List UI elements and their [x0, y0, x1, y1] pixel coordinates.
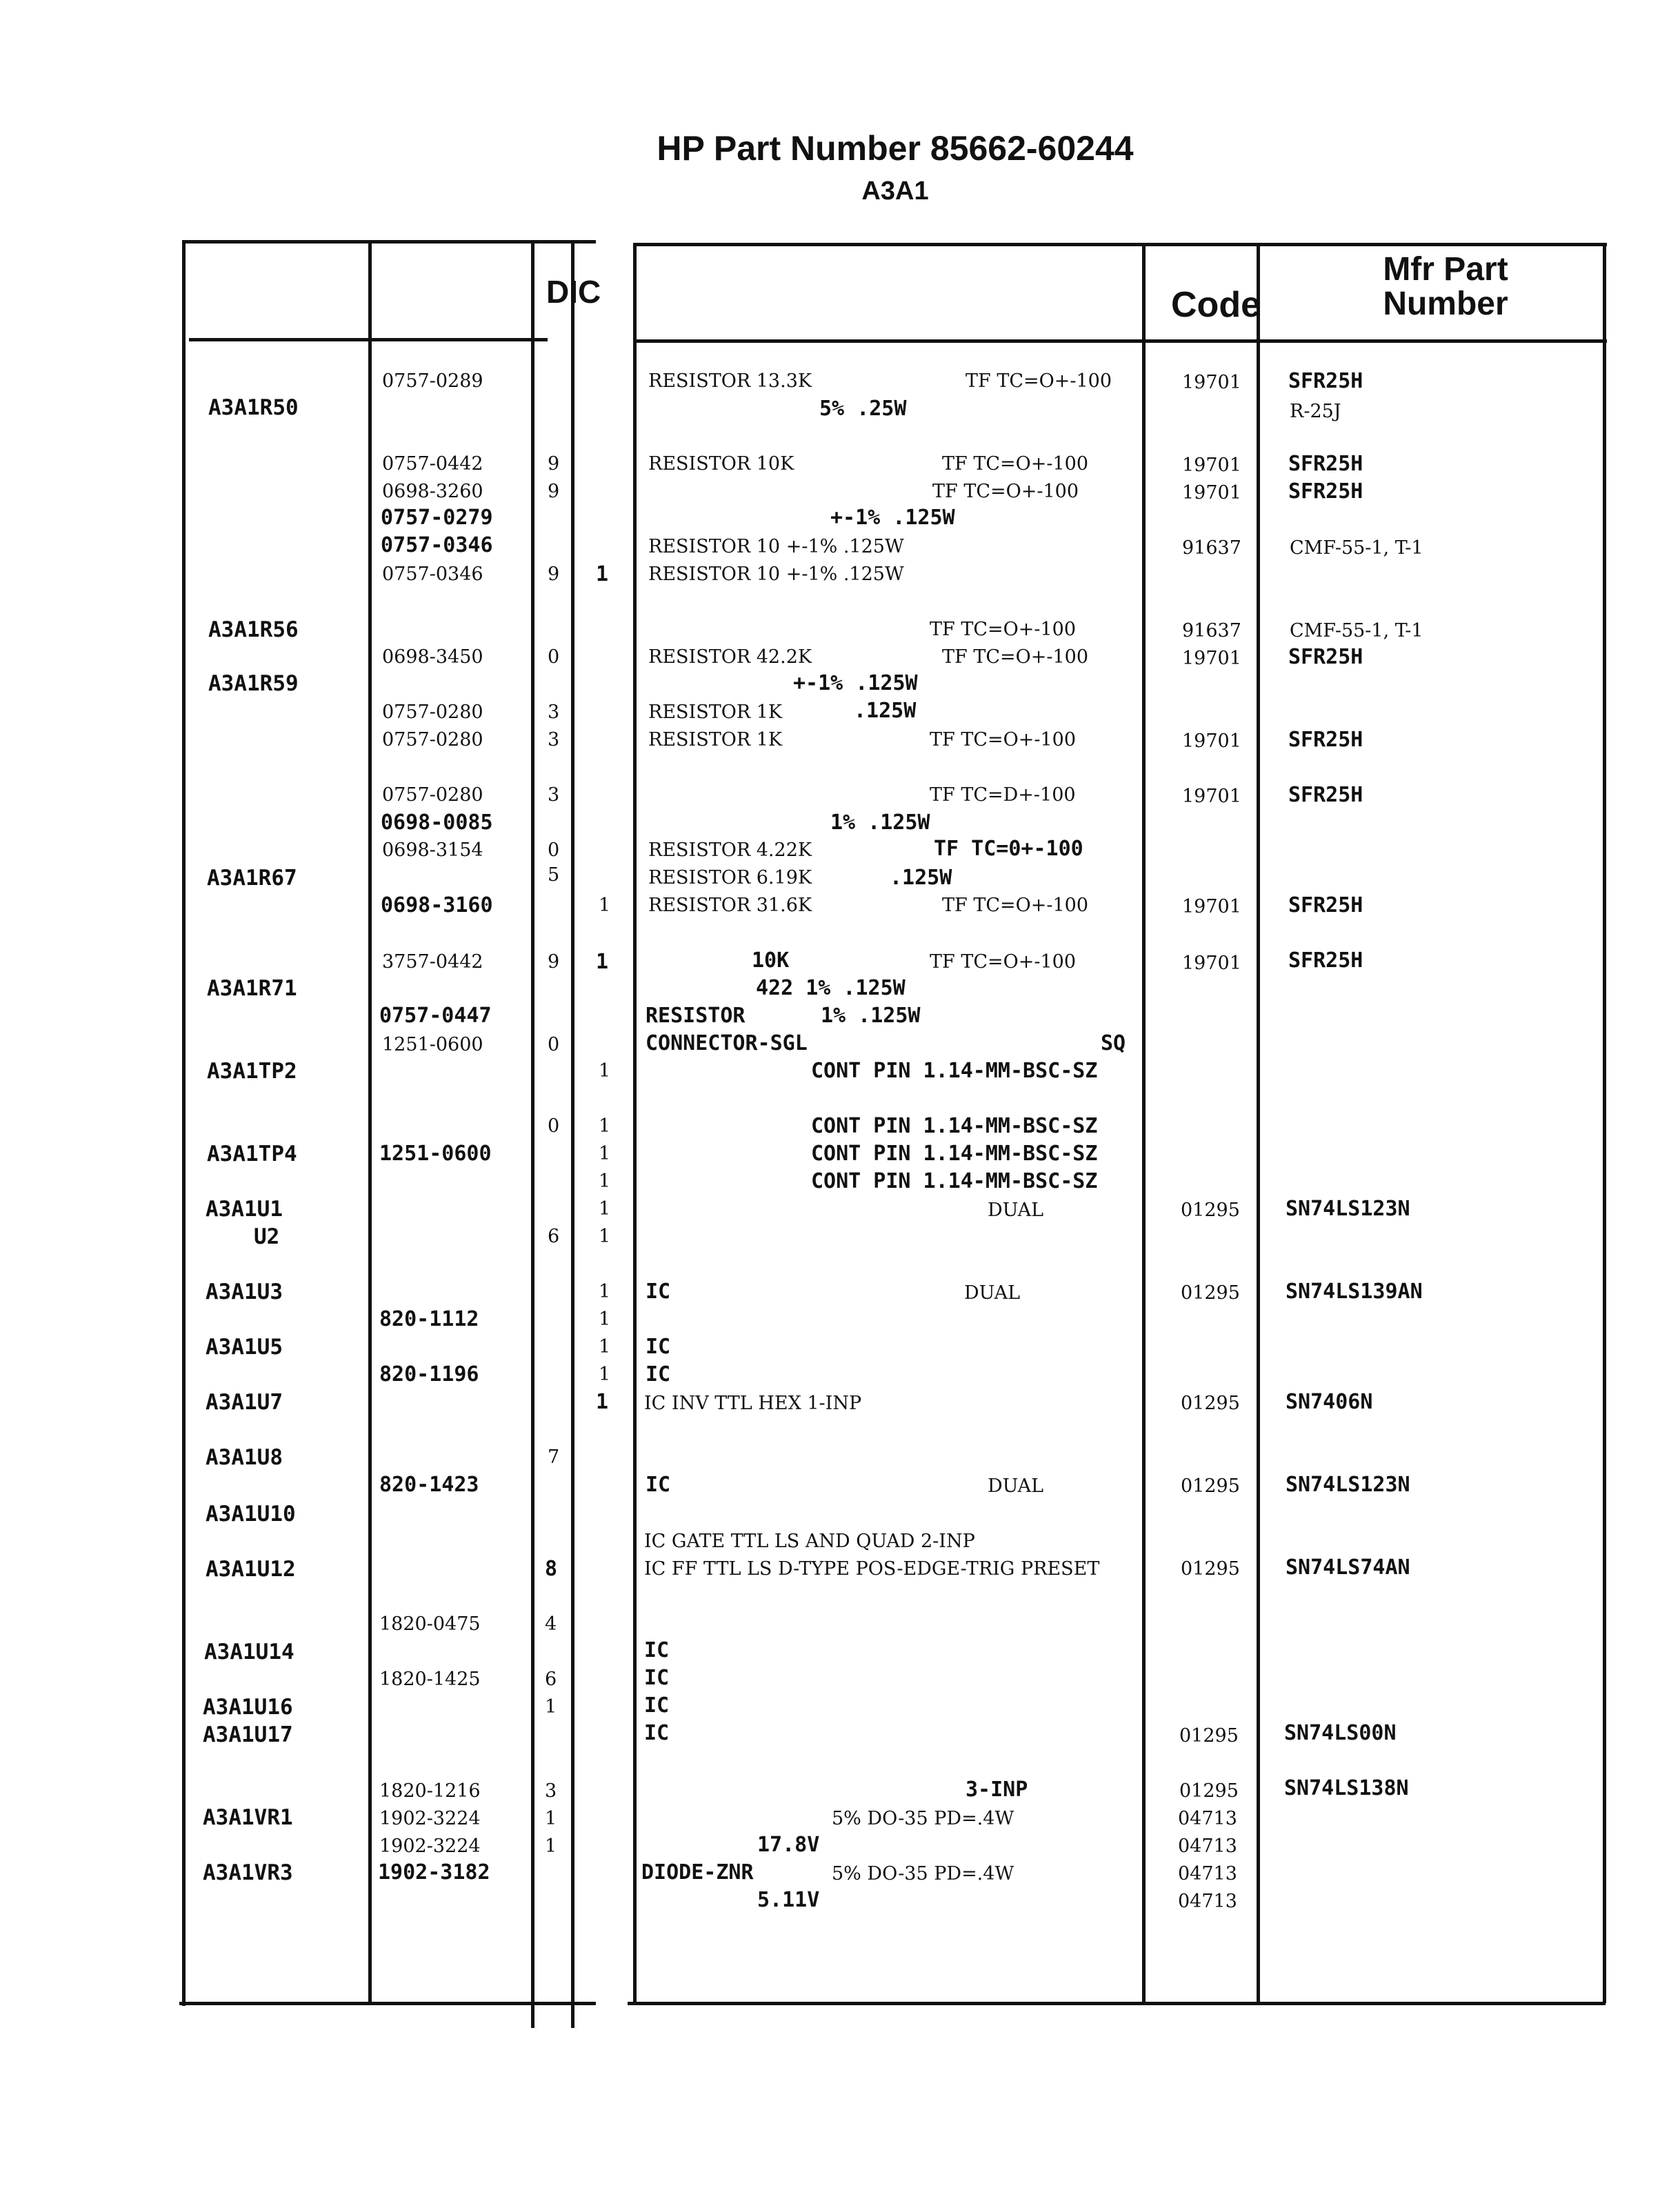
- description: .125W: [890, 866, 952, 890]
- ref-designator: A3A1U10: [206, 1502, 296, 1526]
- check-digit: 3: [545, 1780, 557, 1802]
- ref-designator: A3A1R71: [207, 976, 297, 1001]
- mfr-code: 01295: [1179, 1725, 1239, 1747]
- description: 5% DO-35 PD=.4W: [832, 1808, 1014, 1829]
- description: TF TC=O+-100: [942, 646, 1089, 668]
- check-digit: 1: [545, 1696, 557, 1718]
- ref-designator: A3A1U12: [206, 1557, 296, 1582]
- mfr-part-number: SFR25H: [1288, 893, 1363, 917]
- check-digit: 6: [548, 1226, 560, 1247]
- ref-designator: A3A1U14: [204, 1640, 294, 1664]
- quantity: 1: [599, 1281, 611, 1302]
- hp-part-number: 1251-0600: [379, 1142, 492, 1166]
- mfr-part-number: SN74LS139AN: [1286, 1280, 1423, 1304]
- description: IC: [646, 1362, 671, 1386]
- description: RESISTOR 13.3K: [648, 370, 812, 392]
- check-digit: 9: [548, 564, 560, 585]
- hp-part-number: 0757-0280: [382, 729, 483, 750]
- quantity: 1: [599, 1115, 611, 1137]
- hp-part-number: 1902-3224: [379, 1836, 481, 1857]
- hp-part-number: 0757-0346: [381, 533, 493, 557]
- check-digit: 3: [548, 729, 560, 750]
- mfr-code: 91637: [1182, 537, 1241, 559]
- description: 3-INP: [966, 1778, 1028, 1802]
- check-digit: 0: [548, 646, 560, 668]
- column-header-fragment: DIC: [546, 274, 601, 310]
- hp-part-number: 0698-3154: [382, 839, 483, 861]
- hp-part-number: 1902-3224: [379, 1808, 481, 1829]
- quantity: 1: [599, 1309, 611, 1330]
- table-top-rule-right: [633, 243, 1607, 246]
- mfr-code: 19701: [1182, 953, 1241, 974]
- hp-part-number: 0757-0447: [379, 1004, 492, 1028]
- description: IC: [644, 1638, 670, 1662]
- ref-designator: A3A1R59: [208, 671, 299, 696]
- col-rule-5: [633, 243, 637, 2003]
- description: RESISTOR 42.2K: [648, 646, 812, 668]
- description: TF TC=0+-100: [934, 837, 1083, 861]
- page-subtitle: A3A1: [861, 177, 929, 206]
- col-rule-7: [1257, 243, 1260, 2003]
- check-digit: 6: [545, 1669, 557, 1690]
- mfr-code: 04713: [1178, 1836, 1237, 1857]
- description: CONT PIN 1.14-MM-BSC-SZ: [811, 1114, 1098, 1138]
- description: CONT PIN 1.14-MM-BSC-SZ: [811, 1059, 1098, 1083]
- ref-designator: A3A1U5: [206, 1335, 283, 1360]
- table-bottom-rule-right: [628, 2002, 1606, 2005]
- description: RESISTOR 1K: [648, 702, 783, 723]
- hp-part-number: 820-1423: [379, 1473, 479, 1497]
- quantity: 1: [599, 1336, 611, 1357]
- description: IC: [644, 1693, 670, 1718]
- ref-designator: A3A1R67: [207, 866, 297, 891]
- hp-part-number: 1902-3182: [378, 1860, 490, 1884]
- hp-part-number: 820-1196: [379, 1362, 479, 1386]
- description: RESISTOR 10 +-1% .125W: [648, 536, 904, 557]
- hp-part-number: 0757-0280: [382, 702, 483, 723]
- check-digit: 1: [545, 1836, 557, 1857]
- description: SQ: [1101, 1031, 1126, 1055]
- quantity: 1: [596, 950, 609, 974]
- mfr-part-number: SFR25H: [1288, 369, 1363, 393]
- mfr-code: 01295: [1181, 1475, 1240, 1497]
- description: RESISTOR 6.19K: [648, 867, 812, 888]
- description: 5% .25W: [819, 397, 907, 421]
- ref-designator: A3A1U17: [203, 1722, 293, 1747]
- header-rule-right: [633, 339, 1607, 343]
- description: TF TC=O+-100: [932, 481, 1079, 502]
- description: IC INV TTL HEX 1-INP: [644, 1393, 862, 1414]
- description: +-1% .125W: [830, 506, 955, 530]
- description: 10K: [752, 948, 790, 973]
- mfr-part-number: SN74LS00N: [1284, 1721, 1397, 1745]
- ref-designator: U2: [254, 1224, 280, 1249]
- mfr-part-number: SN74LS74AN: [1286, 1555, 1410, 1580]
- mfr-code: 19701: [1182, 786, 1241, 807]
- mfr-part-number: SN74LS138N: [1284, 1776, 1409, 1800]
- description: TF TC=O+-100: [966, 370, 1112, 392]
- mfr-part-number: R-25J: [1290, 401, 1341, 422]
- check-digit: 8: [545, 1557, 558, 1581]
- check-digit: 3: [548, 784, 560, 806]
- description: IC: [646, 1473, 671, 1497]
- ref-designator: A3A1VR3: [203, 1860, 293, 1885]
- description: DUAL: [988, 1200, 1043, 1221]
- mfr-part-number: SFR25H: [1288, 728, 1363, 752]
- mfr-part-number: SFR25H: [1288, 479, 1363, 504]
- col-rule-8: [1603, 243, 1606, 2003]
- col-rule-2: [368, 243, 372, 2002]
- mfr-part-number: SFR25H: [1288, 948, 1363, 973]
- hp-part-number: 0698-0085: [381, 810, 493, 835]
- description: 5.11V: [757, 1888, 820, 1912]
- column-header-code: Code: [1171, 285, 1261, 325]
- description: TF TC=O+-100: [930, 729, 1077, 750]
- hp-part-number: 0757-0279: [381, 506, 493, 530]
- quantity: 1: [599, 1198, 611, 1220]
- hp-part-number: 0757-0289: [382, 370, 483, 392]
- mfr-code: 01295: [1181, 1558, 1240, 1580]
- quantity: 1: [599, 1171, 611, 1192]
- description: IC: [646, 1335, 671, 1359]
- check-digit: 4: [545, 1613, 557, 1635]
- quantity: 1: [599, 1364, 611, 1385]
- description: 1% .125W: [830, 810, 930, 835]
- description: +-1% .125W: [793, 671, 918, 695]
- description: DUAL: [988, 1475, 1043, 1497]
- description: TF TC=O+-100: [942, 895, 1089, 916]
- quantity: 1: [596, 562, 609, 586]
- quantity: 1: [596, 1390, 609, 1414]
- col-rule-4: [571, 243, 574, 2028]
- description: CONT PIN 1.14-MM-BSC-SZ: [811, 1169, 1098, 1193]
- description: RESISTOR: [646, 1004, 746, 1028]
- hp-part-number: 1820-1425: [379, 1669, 481, 1690]
- description: RESISTOR 10K: [648, 453, 794, 475]
- description: RESISTOR 10 +-1% .125W: [648, 564, 904, 585]
- ref-designator: A3A1U7: [206, 1390, 283, 1415]
- check-digit: 3: [548, 702, 560, 723]
- column-header-mfr-line2: Number: [1383, 286, 1508, 322]
- mfr-code: 19701: [1182, 372, 1241, 393]
- check-digit: 0: [548, 1115, 560, 1137]
- mfr-part-number: SN74LS123N: [1286, 1197, 1410, 1221]
- ref-designator: A3A1U3: [206, 1280, 283, 1304]
- hp-part-number: 3757-0442: [382, 951, 483, 973]
- mfr-code: 01295: [1181, 1393, 1240, 1414]
- check-digit: 9: [548, 481, 560, 502]
- check-digit: 7: [548, 1446, 560, 1468]
- mfr-code: 04713: [1178, 1808, 1237, 1829]
- description: IC GATE TTL LS AND QUAD 2-INP: [644, 1531, 975, 1552]
- description: 17.8V: [757, 1833, 820, 1857]
- hp-part-number: 1820-1216: [379, 1780, 481, 1802]
- mfr-part-number: SFR25H: [1288, 645, 1363, 669]
- description: TF TC=O+-100: [930, 951, 1077, 973]
- description: TF TC=O+-100: [942, 453, 1089, 475]
- description: CONNECTOR-SGL: [646, 1031, 808, 1055]
- hp-part-number: 0698-3450: [382, 646, 483, 668]
- check-digit: 9: [548, 951, 560, 973]
- ref-designator: A3A1TP2: [207, 1059, 297, 1084]
- col-rule-3: [531, 243, 534, 2028]
- ref-designator: A3A1VR1: [203, 1805, 293, 1830]
- col-rule-1: [182, 240, 186, 2006]
- hp-part-number: 1820-0475: [379, 1613, 481, 1635]
- mfr-part-number: SFR25H: [1288, 783, 1363, 807]
- ref-designator: A3A1U8: [206, 1445, 283, 1470]
- quantity: 1: [599, 1060, 611, 1082]
- description: 422 1% .125W: [756, 976, 906, 1000]
- description: RESISTOR 31.6K: [648, 895, 812, 916]
- ref-designator: A3A1U16: [203, 1695, 293, 1720]
- mfr-part-number: SN74LS123N: [1286, 1473, 1410, 1497]
- description: IC: [646, 1280, 671, 1304]
- description: .125W: [854, 699, 917, 723]
- mfr-code: 19701: [1182, 648, 1241, 669]
- check-digit: 1: [545, 1808, 557, 1829]
- description: 5% DO-35 PD=.4W: [832, 1863, 1014, 1884]
- mfr-part-number: SFR25H: [1288, 452, 1363, 476]
- hp-part-number: 0757-0280: [382, 784, 483, 806]
- hp-part-number: 0757-0442: [382, 453, 483, 475]
- mfr-part-number: CMF-55-1, T-1: [1290, 537, 1423, 559]
- quantity: 1: [599, 895, 611, 916]
- mfr-code: 19701: [1182, 482, 1241, 504]
- description: TF TC=D+-100: [930, 784, 1076, 806]
- mfr-part-number: CMF-55-1, T-1: [1290, 620, 1423, 642]
- ref-designator: A3A1U1: [206, 1197, 283, 1222]
- column-header-mfr-line1: Mfr Part: [1383, 251, 1508, 288]
- mfr-code: 01295: [1181, 1282, 1240, 1304]
- hp-part-number: 0757-0346: [382, 564, 483, 585]
- mfr-code: 04713: [1178, 1891, 1237, 1912]
- hp-part-number: 0698-3260: [382, 481, 483, 502]
- description: IC: [644, 1721, 670, 1745]
- page-title: HP Part Number 85662-60244: [657, 129, 1134, 168]
- mfr-code: 19701: [1182, 896, 1241, 917]
- check-digit: 0: [548, 1034, 560, 1055]
- ref-designator: A3A1R50: [208, 395, 299, 420]
- description: RESISTOR 1K: [648, 729, 783, 750]
- hp-part-number: 820-1112: [379, 1307, 479, 1331]
- check-digit: 9: [548, 453, 560, 475]
- check-digit: 5: [548, 864, 560, 886]
- ref-designator: A3A1TP4: [207, 1142, 297, 1166]
- ref-designator: A3A1R56: [208, 617, 299, 642]
- quantity: 1: [599, 1143, 611, 1164]
- mfr-part-number: SN7406N: [1286, 1390, 1373, 1414]
- quantity: 1: [599, 1226, 611, 1247]
- mfr-code: 04713: [1178, 1863, 1237, 1884]
- description: IC: [644, 1666, 670, 1690]
- description: TF TC=O+-100: [930, 619, 1077, 640]
- mfr-code: 91637: [1182, 620, 1241, 642]
- col-rule-6: [1142, 243, 1146, 2003]
- mfr-code: 01295: [1179, 1780, 1239, 1802]
- check-digit: 0: [548, 839, 560, 861]
- description: RESISTOR 4.22K: [648, 839, 812, 861]
- mfr-code: 19701: [1182, 730, 1241, 752]
- description: DUAL: [964, 1282, 1020, 1304]
- description: DIODE-ZNR: [641, 1860, 754, 1884]
- description: CONT PIN 1.14-MM-BSC-SZ: [811, 1142, 1098, 1166]
- hp-part-number: 0698-3160: [381, 893, 493, 917]
- mfr-code: 01295: [1181, 1200, 1240, 1221]
- description: 1% .125W: [821, 1004, 921, 1028]
- column-header-mfr-part: [1363, 252, 1528, 321]
- mfr-code: 19701: [1182, 455, 1241, 476]
- hp-part-number: 1251-0600: [382, 1034, 483, 1055]
- description: IC FF TTL LS D-TYPE POS-EDGE-TRIG PRESET: [644, 1558, 1100, 1580]
